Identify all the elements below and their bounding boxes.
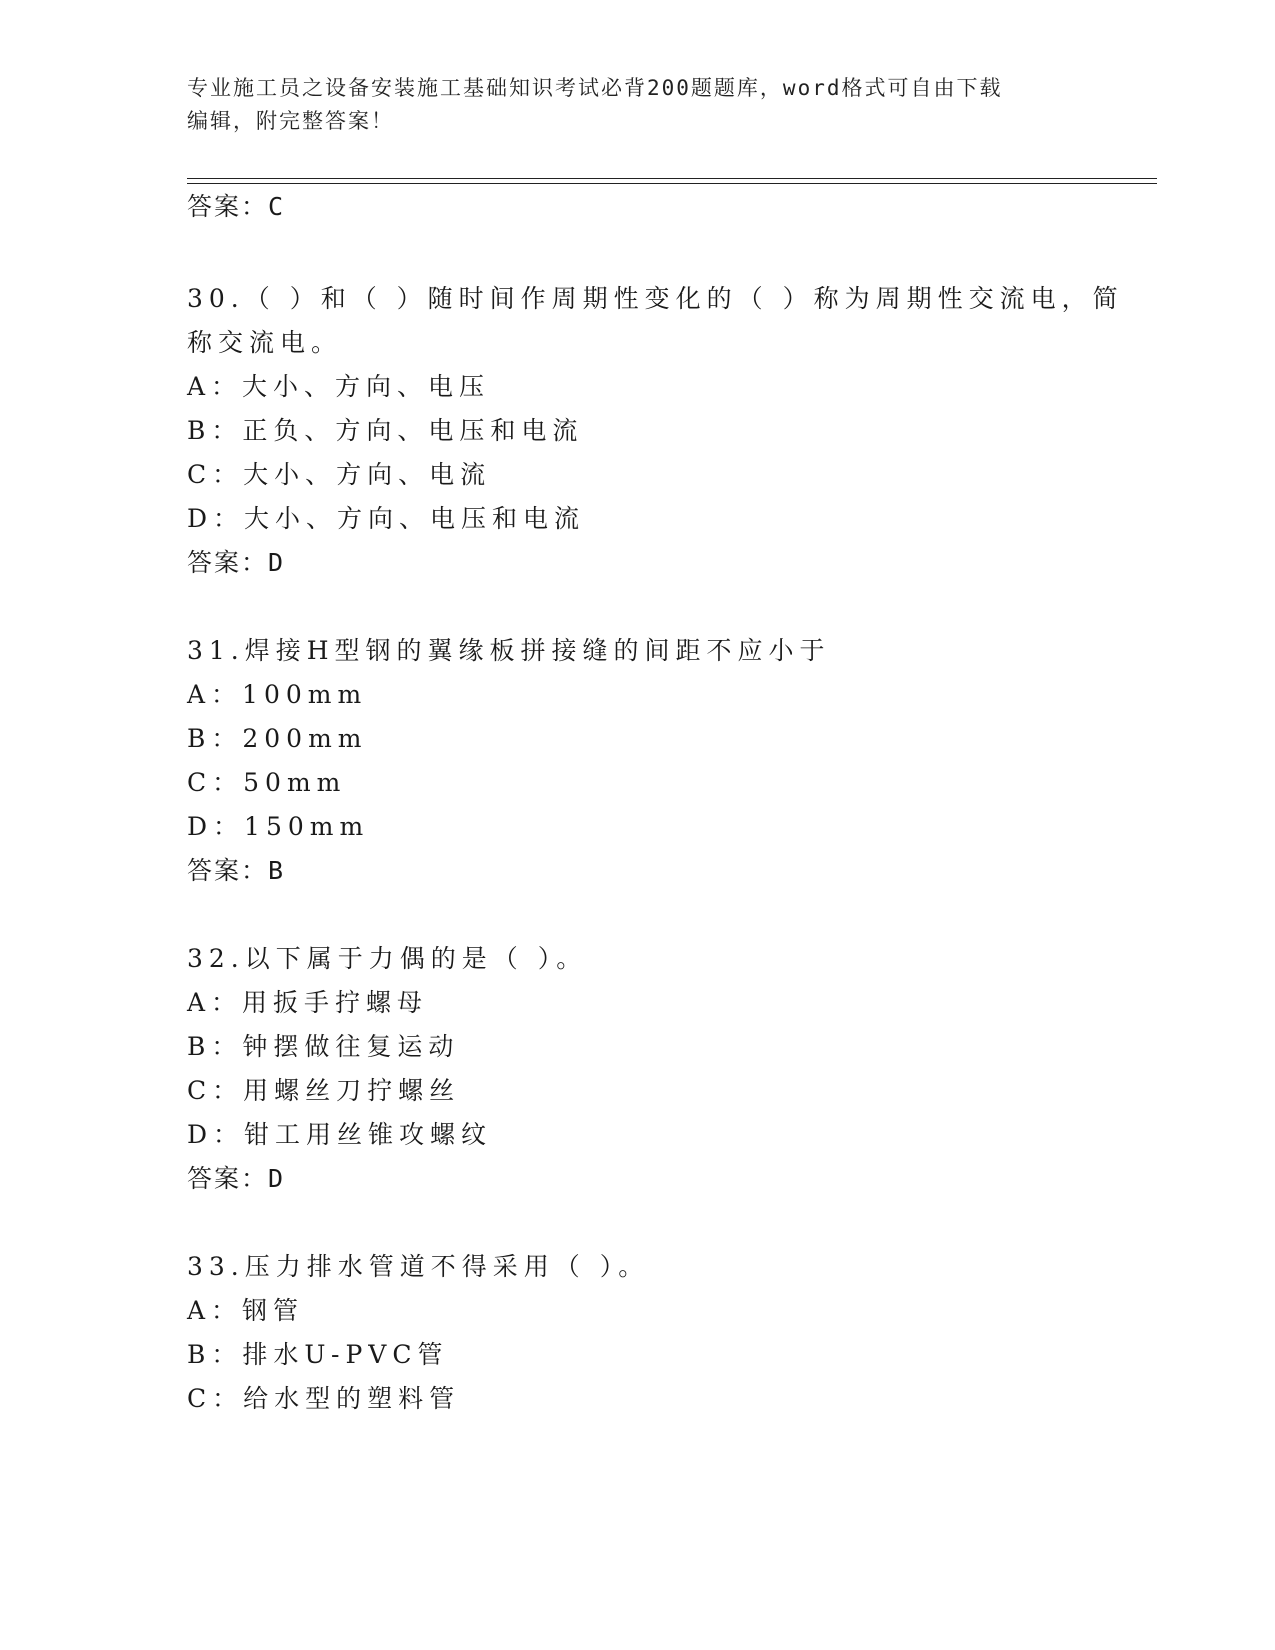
previous-answer: 答案：C [187, 192, 286, 221]
question-30-stem-line-1: 30.（ ）和（ ）随时间作周期性变化的（ ）称为周期性交流电，简 [187, 284, 1124, 313]
question-31-option-d: D：150mm [187, 812, 370, 841]
question-30-option-a: A：大小、方向、电压 [187, 372, 491, 401]
question-32-option-b: B：钟摆做往复运动 [187, 1032, 460, 1061]
question-31-answer: 答案：B [187, 856, 286, 885]
question-33-option-c: C：给水型的塑料管 [187, 1384, 461, 1413]
question-33-stem: 33.压力排水管道不得采用（ ）。 [187, 1252, 650, 1281]
question-30-option-b: B：正负、方向、电压和电流 [187, 416, 584, 445]
question-32-stem: 32.以下属于力偶的是（ ）。 [187, 944, 588, 973]
question-30-option-c: C：大小、方向、电流 [187, 460, 492, 489]
question-32-option-a: A：用扳手拧螺母 [187, 988, 429, 1017]
header-divider-top [187, 178, 1157, 179]
question-31-option-c: C：50mm [187, 768, 347, 797]
question-31-option-a: A：100mm [187, 680, 368, 709]
question-31-stem: 31.焊接H型钢的翼缘板拼接缝的间距不应小于 [187, 636, 831, 665]
question-32-option-d: D：钳工用丝锥攻螺纹 [187, 1120, 493, 1149]
header-line-1: 专业施工员之设备安装施工基础知识考试必背200题题库，word格式可自由下载 [187, 76, 1003, 100]
header-divider-bottom [187, 183, 1157, 184]
header-line-2: 编辑，附完整答案！ [187, 109, 394, 133]
question-32-option-c: C：用螺丝刀拧螺丝 [187, 1076, 461, 1105]
question-32-answer: 答案：D [187, 1164, 286, 1193]
document-header [187, 72, 1087, 138]
question-30-option-d: D：大小、方向、电压和电流 [187, 504, 586, 533]
question-33-option-b: B：排水U-PVC管 [187, 1340, 449, 1369]
question-30-stem-line-2: 称交流电。 [187, 328, 343, 357]
question-30-answer: 答案：D [187, 548, 286, 577]
question-33-option-a: A：钢管 [187, 1296, 305, 1325]
question-31-option-b: B：200mm [187, 724, 368, 753]
